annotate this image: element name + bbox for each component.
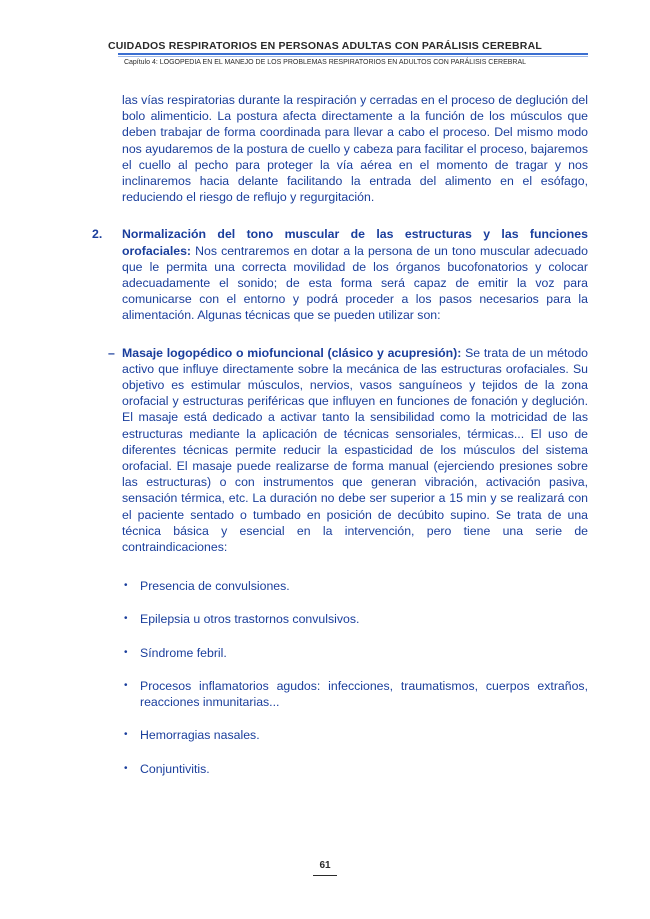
list-item (122, 727, 588, 743)
list-item-text: Hemorragias nasales. (140, 728, 260, 743)
dash-marker: – (108, 345, 115, 360)
header-rule-thin (118, 56, 588, 57)
bullet-icon: • (124, 729, 128, 741)
massage-paragraph (122, 345, 588, 556)
running-title: CUIDADOS RESPIRATORIOS EN PERSONAS ADULTAS CON PARÁLISIS CEREBRAL (107, 40, 542, 52)
bullet-icon: • (124, 679, 128, 691)
bullet-icon: • (124, 580, 128, 592)
section-number: 2. (92, 227, 103, 242)
header-rule (118, 53, 588, 55)
page-body (92, 92, 588, 794)
list-item-text: Síndrome febril. (140, 645, 227, 660)
massage-item (108, 345, 588, 777)
section-2 (92, 226, 588, 323)
page-number-underline (313, 875, 337, 876)
massage-text: Se trata de un método activo que influye directamente sobre la mecánica de las estructuras orofaciales. Su objetivo es estimular músculos, nervios, vasos sanguíneos y tejidos de la zona orofacial y estructuras periféricas que influyen en funciones de fonación y deglución. El masaje está dedicado a activar tanto la sensibilidad como la motricidad de las estructuras mediante la aplicación de técnicas sensoriales, térmicas... El uso de diferentes técnicas permite reducir la espasticidad de los músculos del sistema orofacial. El masaje puede realizarse de forma manual (ejerciendo presiones sobre las estructuras) o con instrumentos que generan vibración, activación pasiva, sensación térmica, etc. La duración no debe ser superior a 15 min y se realizará con el paciente sentado o tumbado en posición de decúbito supino. Se trata de una técnica básica y esencial en la intervención, pero tiene una serie de contraindicaciones: (122, 345, 588, 555)
list-item (122, 578, 588, 594)
contraindications-list (122, 578, 588, 776)
intro-paragraph: las vías respiratorias durante la respiración y cerradas en el proceso de deglución del bolo alimenticio. La postura afecta directamente a la función de los músculos que deben trabajar de forma coordinada para llevar a cabo el proceso. Del mismo modo nos ayudaremos de la postura de cuello y cabeza para facilitar el proceso, bajaremos el cuello al pecho para proteger la vía aérea en el momento de tragar y nos inclinaremos hacia delante facilitando la entrada del alimento en el esófago, reduciendo el riesgo de reflujo y regurgitación. (122, 93, 588, 205)
section-2-text: Nos centraremos en dotar a la persona de un tono muscular adecuado que le permita una correcta movilidad de los órganos bucofonatorios y colocar adecuadamente el sonido; de esta forma será capaz de emitir la voz para comunicarse con el entorno y podrá proceder a los pasos necesarios para la alimentación. Algunas técnicas que se pueden utilizar son: (122, 243, 588, 323)
bullet-icon: • (124, 762, 128, 774)
list-item (122, 678, 588, 710)
list-item-text: Conjuntivitis. (140, 761, 210, 776)
list-item-text: Procesos inflamatorios agudos: infecciones, traumatismos, cuerpos extraños, reacciones inmunitarias... (140, 678, 588, 710)
section-2-paragraph (122, 226, 588, 323)
list-item (122, 761, 588, 777)
page-number: 61 (319, 860, 331, 871)
bullet-icon: • (124, 646, 128, 658)
chapter-subtitle: Capítulo 4: LOGOPEDIA EN EL MANEJO DE LOS PROBLEMAS RESPIRATORIOS EN ADULTOS CON PARÁLISIS CEREBRAL (123, 59, 527, 66)
list-item (122, 645, 588, 661)
list-item (122, 611, 588, 627)
list-item-text: Presencia de convulsiones. (140, 579, 290, 594)
massage-title: Masaje logopédico o miofuncional (clásico y acupresión): (122, 345, 462, 360)
list-item-text: Epilepsia u otros trastornos convulsivos. (140, 612, 360, 627)
section-2-title: Normalización del tono muscular de las estructuras y las funciones orofaciales: (122, 227, 588, 258)
bullet-icon: • (124, 613, 128, 625)
